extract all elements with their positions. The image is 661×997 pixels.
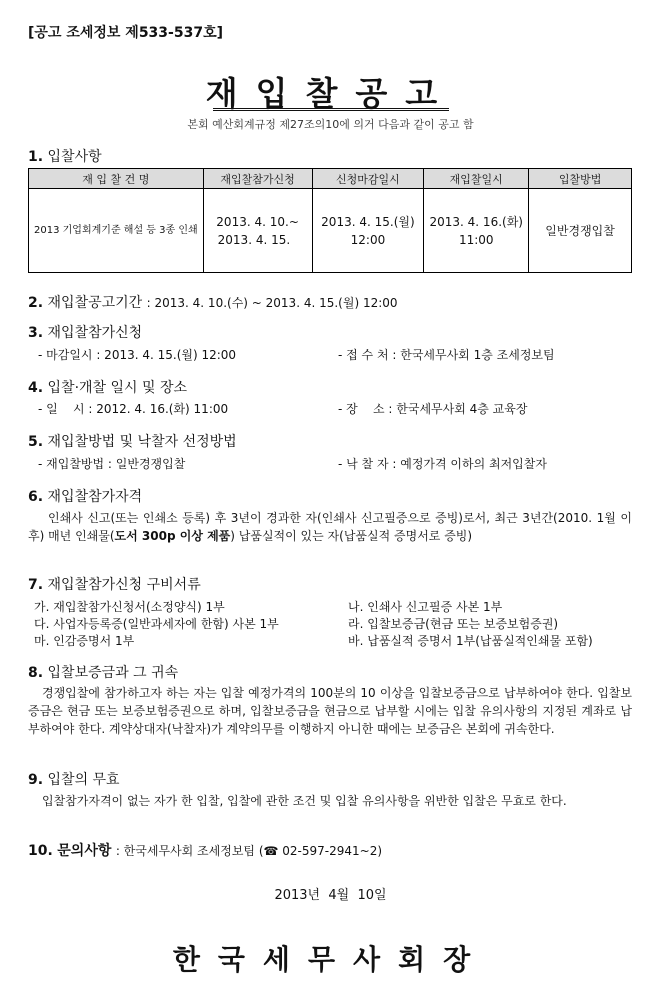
cell-rebid-date	[424, 189, 529, 273]
list-item: 가. 재입찰참가신청서(소정양식) 1부	[34, 600, 225, 614]
section-3-title: 재입찰참가신청	[47, 325, 143, 341]
cell-bid-name: 2013 기업회계기준 해설 등 3종 인쇄	[29, 189, 204, 273]
section-2-title: 재입찰공고기간	[47, 295, 143, 311]
section-4-title: 입찰·개찰 일시 및 장소	[47, 380, 188, 396]
apply-start: 2013. 4. 10.~	[216, 214, 299, 229]
section-7-heading	[28, 574, 201, 594]
title-underline	[213, 108, 449, 111]
signature: 한국세무사회장	[172, 943, 489, 976]
section-2-heading	[28, 292, 398, 312]
notice-date: 2013년 4월 10일	[274, 888, 387, 903]
rebid-time: 11:00	[458, 232, 494, 247]
header-apply: 재입찰참가신청	[203, 169, 312, 189]
qualification-text-bold: 도서 300p 이상 제품	[114, 529, 231, 543]
header-bid-name: 재 입 찰 건 명	[29, 169, 204, 189]
section-10-number: 10.	[28, 843, 53, 859]
section-5-number: 5.	[28, 434, 44, 450]
section-7-title: 재입찰참가신청 구비서류	[47, 577, 201, 593]
section-9-heading	[28, 769, 120, 789]
bid-table-header	[29, 169, 632, 189]
bid-method: - 재입찰방법 : 일반경쟁입찰	[38, 457, 186, 471]
cell-deadline	[312, 189, 424, 273]
list-item: 마. 인감증명서 1부	[34, 634, 135, 648]
opening-place: - 장 소 : 한국세무사회 4층 교육장	[338, 402, 528, 416]
section-3-heading	[28, 322, 142, 342]
header-method: 입찰방법	[529, 169, 632, 189]
deposit-text: 경쟁입찰에 참가하고자 하는 자는 입찰 예정가격의 100분의 10 이상을 입찰보증금으로 납부하여야 한다. 입찰보증금은 현금 또는 보증보험증권으로 하며, 입찰보증금을 현금으로 납부할 시에는 입찰 유의사항의 지정된 계좌로 납부하여야 한다. 계약상대자(낙찰자)가 계약의무를 이행하지 아니한 때에는 보증금은 본회에 귀속한다.	[28, 686, 632, 736]
section-10-title: 문의사항	[57, 843, 112, 859]
section-6-heading	[28, 486, 142, 506]
section-4-heading	[28, 377, 187, 397]
list-item: 나. 인쇄사 신고필증 사본 1부	[348, 600, 503, 614]
announcement-period: : 2013. 4. 10.(수) ~ 2013. 4. 15.(월) 12:00	[146, 296, 398, 310]
bid-table	[28, 168, 632, 273]
section-7-number: 7.	[28, 577, 44, 593]
winner-criteria: - 낙 찰 자 : 예정가격 이하의 최저입찰자	[338, 457, 547, 471]
header-rebid-date: 재입찰일시	[424, 169, 529, 189]
application-deadline: - 마감일시 : 2013. 4. 15.(월) 12:00	[38, 348, 237, 362]
rebid-date: 2013. 4. 16.(화)	[429, 214, 523, 229]
section-6-number: 6.	[28, 489, 44, 505]
qualification-text-a: 인쇄사 신고(또는 인쇄소 등록) 후 3년이 경과한 자(인쇄사 신고필증으로 증빙)로서, 최근 3년간(2010. 1월 이후) 매년 인쇄물(	[28, 511, 632, 543]
section-2-number: 2.	[28, 295, 44, 311]
table-row	[29, 189, 632, 273]
page-title: 재입찰공고	[205, 74, 456, 113]
section-8-heading	[28, 662, 178, 682]
section-3-number: 3.	[28, 325, 44, 341]
page-subtitle: 본회 예산회계규정 제27조의10에 의거 다음과 같이 공고 함	[187, 118, 474, 131]
section-5-title: 재입찰방법 및 낙찰자 선정방법	[47, 434, 237, 450]
section-8-title: 입찰보증금과 그 귀속	[47, 665, 179, 681]
qualification-text	[28, 509, 632, 545]
section-5-heading	[28, 431, 237, 451]
section-4-number: 4.	[28, 380, 44, 396]
contact-info: : 한국세무사회 조세정보팀 (☎ 02-597-2941~2)	[115, 844, 383, 858]
opening-datetime: - 일 시 : 2012. 4. 16.(화) 11:00	[38, 402, 229, 416]
invalid-bid-text: 입찰참가자격이 없는 자가 한 입찰, 입찰에 관한 조건 및 입찰 유의사항을 위반한 입찰은 무효로 한다.	[42, 794, 567, 808]
section-6-title: 재입찰참가자격	[47, 489, 143, 505]
deadline-time: 12:00	[350, 232, 386, 247]
section-8-number: 8.	[28, 665, 44, 681]
section-9-number: 9.	[28, 772, 44, 788]
deadline-date: 2013. 4. 15.(월)	[321, 214, 415, 229]
list-item: 라. 입찰보증금(현금 또는 보증보험증권)	[348, 617, 559, 631]
apply-end: 2013. 4. 15.	[217, 232, 291, 247]
cell-method: 일반경쟁입찰	[529, 189, 632, 273]
section-10-heading	[28, 840, 382, 860]
notice-number: [공고 조세정보 제533-537호]	[28, 25, 223, 41]
section-1-title: 입찰사항	[47, 149, 102, 165]
cell-apply	[203, 189, 312, 273]
qualification-text-b: ) 납품실적이 있는 자(납품실적 증명서로 증빙)	[230, 529, 473, 543]
list-item: 바. 납품실적 증명서 1부(납품실적인쇄물 포함)	[348, 634, 593, 648]
header-deadline: 신청마감일시	[312, 169, 424, 189]
application-office: - 접 수 처 : 한국세무사회 1층 조세정보팀	[338, 348, 555, 362]
section-9-title: 입찰의 무효	[47, 772, 120, 788]
list-item: 다. 사업자등록증(일반과세자에 한함) 사본 1부	[34, 617, 279, 631]
section-1-number: 1.	[28, 149, 44, 165]
section-1-heading	[28, 146, 102, 166]
